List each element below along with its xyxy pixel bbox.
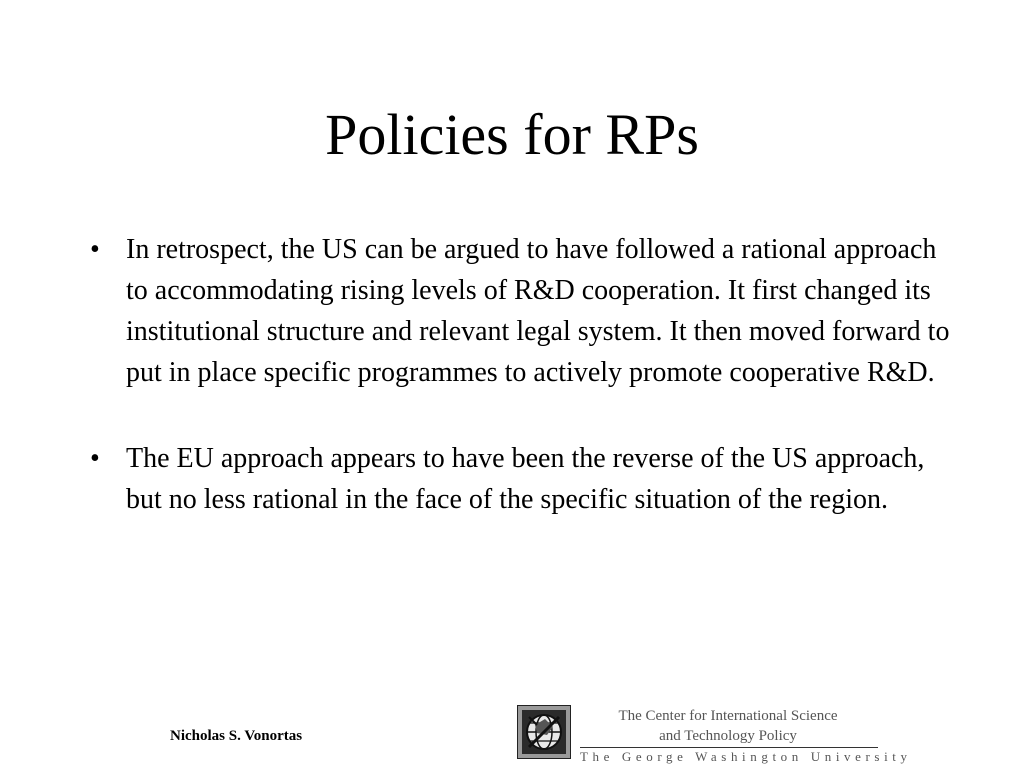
- globe-emblem-icon: [517, 705, 571, 759]
- center-name-line1: The Center for International Science: [618, 708, 838, 724]
- university-name: The George Washington University: [580, 749, 912, 764]
- center-name-line2: and Technology Policy: [659, 728, 797, 744]
- bullet-symbol: •: [90, 443, 100, 474]
- bullet-list: [90, 229, 950, 520]
- bullet-symbol: •: [90, 234, 100, 265]
- bullet-text: The EU approach appears to have been the reverse of the US approach, but no less rational in the face of the specific situation of the region.: [126, 443, 925, 515]
- center-affiliation: [580, 706, 912, 765]
- bullet-item-us-approach: [90, 229, 950, 393]
- bullet-text: In retrospect, the US can be argued to have followed a rational approach to accommodating rising levels of R&D cooperation. It first changed its institutional structure and relevant legal system. It then moved forward to put in place specific programmes to actively promote cooperative R&D.: [126, 234, 950, 388]
- author-name: Nicholas S. Vonortas: [170, 728, 303, 744]
- slide-title: Policies for RPs: [325, 102, 699, 167]
- divider: [580, 747, 878, 748]
- bullet-item-eu-approach: [90, 438, 950, 520]
